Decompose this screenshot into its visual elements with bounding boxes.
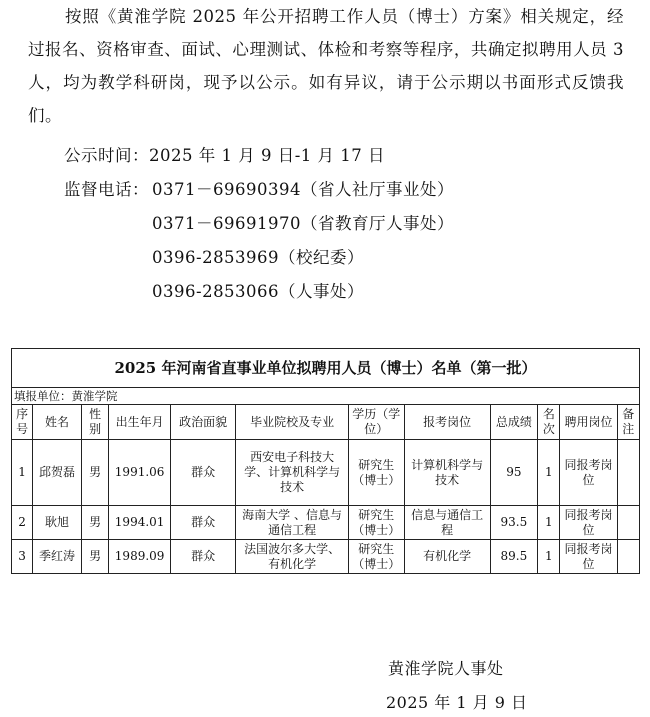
cell-score: 95 <box>490 440 538 506</box>
cell-birth: 1989.09 <box>109 540 170 574</box>
cell-degree: 研究生（博士） <box>348 440 404 506</box>
phone-3: 0396-2853969（校纪委） <box>152 248 365 267</box>
cell-rank: 1 <box>538 540 560 574</box>
table-title: 2025 年河南省直事业单位拟聘用人员（博士）名单（第一批） <box>12 349 640 388</box>
signature-org: 黄淮学院人事处 <box>388 659 504 678</box>
hire-roster-table <box>11 348 640 574</box>
notice-period <box>64 142 385 166</box>
header-degree: 学历（学位） <box>348 405 404 440</box>
phone-4: 0396-2853066（人事处） <box>152 282 365 301</box>
cell-gender: 男 <box>81 540 109 574</box>
table-row <box>12 506 640 540</box>
cell-school: 西安电子科技大学、计算机科学与技术 <box>236 440 348 506</box>
cell-hire: 同报考岗位 <box>560 440 617 506</box>
period-value: 2025 年 1 月 9 日-1 月 17 日 <box>149 146 386 165</box>
header-school: 毕业院校及专业 <box>236 405 348 440</box>
cell-school: 法国波尔多大学、有机化学 <box>236 540 348 574</box>
cell-no: 3 <box>12 540 33 574</box>
cell-name: 耿旭 <box>33 506 82 540</box>
phone-1: 0371－69690394（省人社厅事业处） <box>152 180 454 199</box>
header-name: 姓名 <box>33 405 82 440</box>
cell-post: 信息与通信工程 <box>404 506 490 540</box>
cell-birth: 1991.06 <box>109 440 170 506</box>
header-note: 备注 <box>617 405 639 440</box>
cell-political: 群众 <box>170 506 236 540</box>
cell-hire: 同报考岗位 <box>560 506 617 540</box>
period-label: 公示时间： <box>64 146 149 165</box>
cell-note <box>617 506 639 540</box>
phone-2: 0371－69691970（省教育厅人事处） <box>152 214 454 233</box>
header-hire: 聘用岗位 <box>560 405 617 440</box>
table-header-row <box>12 405 640 440</box>
cell-hire: 同报考岗位 <box>560 540 617 574</box>
signature-date: 2025 年 1 月 9 日 <box>386 693 528 712</box>
notice-paragraph: 按照《黄淮学院 2025 年公开招聘工作人员（博士）方案》相关规定，经过报名、资格审查、面试、心理测试、体检和考察等程序，共确定拟聘用人员 3 人，均为教学科研岗，现予以公示。如有异议，请于公示期以书面形式反馈我们。 <box>28 7 624 125</box>
header-birth: 出生年月 <box>109 405 170 440</box>
table-row <box>12 440 640 506</box>
cell-degree: 研究生（博士） <box>348 506 404 540</box>
cell-political: 群众 <box>170 440 236 506</box>
cell-note <box>617 540 639 574</box>
cell-rank: 1 <box>538 506 560 540</box>
header-post: 报考岗位 <box>404 405 490 440</box>
header-rank: 名次 <box>538 405 560 440</box>
cell-score: 93.5 <box>490 506 538 540</box>
notice-phone-label: 监督电话： <box>64 180 149 199</box>
cell-note <box>617 440 639 506</box>
cell-rank: 1 <box>538 440 560 506</box>
cell-no: 1 <box>12 440 33 506</box>
table-row <box>12 540 640 574</box>
cell-post: 有机化学 <box>404 540 490 574</box>
header-no: 序号 <box>12 405 33 440</box>
cell-gender: 男 <box>81 440 109 506</box>
table-unit: 填报单位：黄淮学院 <box>12 388 640 405</box>
cell-no: 2 <box>12 506 33 540</box>
header-political: 政治面貌 <box>170 405 236 440</box>
cell-gender: 男 <box>81 506 109 540</box>
cell-score: 89.5 <box>490 540 538 574</box>
cell-post: 计算机科学与技术 <box>404 440 490 506</box>
cell-school: 海南大学 、信息与通信工程 <box>236 506 348 540</box>
cell-birth: 1994.01 <box>109 506 170 540</box>
cell-name: 邱贺磊 <box>33 440 82 506</box>
header-score: 总成绩 <box>490 405 538 440</box>
cell-degree: 研究生（博士） <box>348 540 404 574</box>
cell-political: 群众 <box>170 540 236 574</box>
header-gender: 性别 <box>81 405 109 440</box>
cell-name: 季红涛 <box>33 540 82 574</box>
